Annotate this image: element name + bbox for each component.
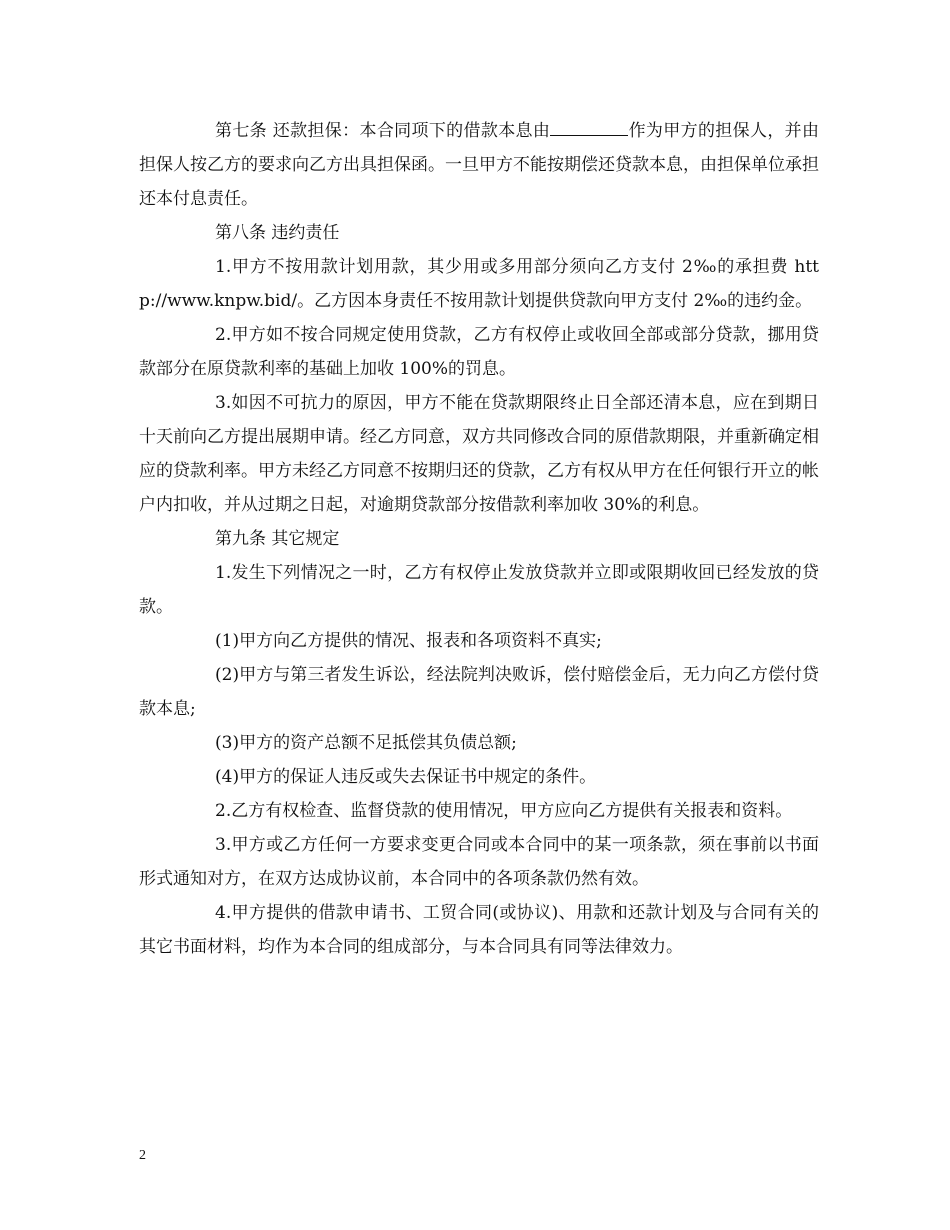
article-9-item-3: 3.甲方或乙方任何一方要求变更合同或本合同中的某一项条款，须在事前以书面形式通知对方，在双方达成协议前，本合同中的各项条款仍然有效。 bbox=[139, 835, 819, 889]
page-number: 2 bbox=[139, 1148, 146, 1163]
article-9-title: 第九条 其它规定 bbox=[215, 529, 340, 549]
article-9-subitem-2: (2)甲方与第三者发生诉讼，经法院判决败诉，偿付赔偿金后，无力向乙方偿付贷款本息; bbox=[139, 665, 819, 719]
article-9-item-4: 4.甲方提供的借款申请书、工贸合同(或协议)、用款和还款计划及与合同有关的其它书面材料，均作为本合同的组成部分，与本合同具有同等法律效力。 bbox=[139, 903, 819, 957]
article-9-item-2: 2.乙方有权检查、监督贷款的使用情况，甲方应向乙方提供有关报表和资料。 bbox=[215, 801, 793, 821]
article-8-item-2: 2.甲方如不按合同规定使用贷款，乙方有权停止或收回全部或部分贷款，挪用贷款部分在原贷款利率的基础上加收 100%的罚息。 bbox=[139, 325, 819, 379]
article-7-paragraph bbox=[139, 114, 819, 216]
guarantor-blank-line bbox=[550, 119, 628, 136]
article-9-item-1: 1.发生下列情况之一时，乙方有权停止发放贷款并立即或限期收回已经发放的贷款。 bbox=[139, 563, 819, 617]
article-7-text-start: 第七条 还款担保：本合同项下的借款本息由 bbox=[215, 121, 551, 141]
article-8-item-3: 3.如因不可抗力的原因，甲方不能在贷款期限终止日全部还清本息，应在到期日十天前向乙方提出展期申请。经乙方同意，双方共同修改合同的原借款期限，并重新确定相应的贷款利率。甲方未经乙方同意不按期归还的贷款，乙方有权从甲方在任何银行开立的帐户内扣收，并从过期之日起，对逾期贷款部分按借款利率加收 30%的利息。 bbox=[139, 393, 819, 515]
article-9-subitem-1: (1)甲方向乙方提供的情况、报表和各项资料不真实; bbox=[215, 631, 602, 651]
article-9-subitem-4: (4)甲方的保证人违反或失去保证书中规定的条件。 bbox=[215, 767, 597, 787]
document-body bbox=[139, 114, 819, 964]
article-9-subitem-3: (3)甲方的资产总额不足抵偿其负债总额; bbox=[215, 733, 517, 753]
article-8-title: 第八条 违约责任 bbox=[215, 223, 340, 243]
article-8-item-1: 1.甲方不按用款计划用款，其少用或多用部分须向乙方支付 2‰的承担费 http://www.knpw.bid/。乙方因本身责任不按用款计划提供贷款向甲方支付 2‰的违约金。 bbox=[139, 257, 819, 311]
article-7-text-end: 作为甲方的担保人，并由担保人按乙方的要求向乙方出具担保函。一旦甲方不能按期偿还贷款本息，由担保单位承担还本付息责任。 bbox=[139, 121, 820, 209]
